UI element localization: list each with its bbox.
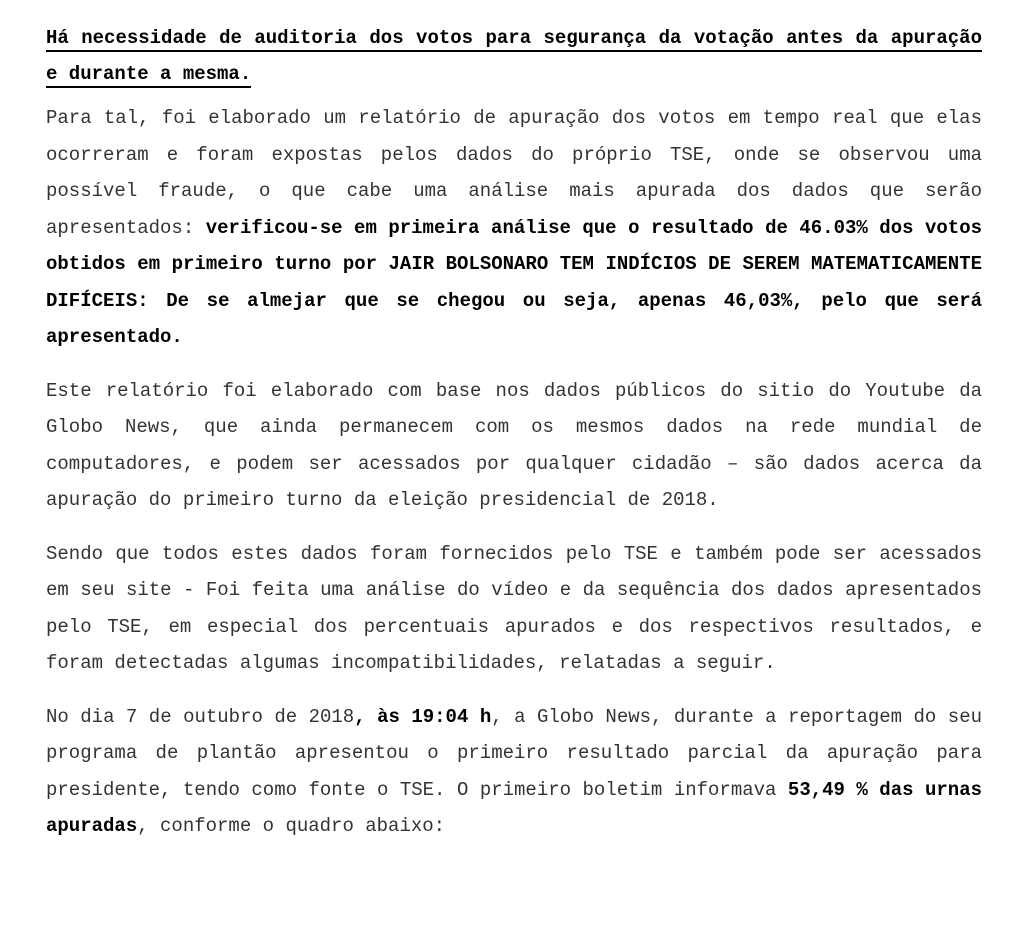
paragraph-2: Este relatório foi elaborado com base nos dados públicos do sitio do Youtube da Globo News, que ainda permanecem com os mesmos dados na rede mundial de computadores, e podem ser acessados por qualquer cidadão – são dados acerca da apuração do primeiro turno da eleição presidencial de 2018. [46,379,982,511]
paragraph-1-bold: verificou-se em primeira análise que o resultado de 46.03% dos votos obtidos em primeiro turno por JAIR BOLSONARO TEM INDÍCIOS DE SEREM MATEMATICAMENTE DIFÍCEIS: De se almejar que se chegou ou seja, apenas 46,03%, pelo que será apresentado. [46,216,982,348]
paragraph-4-text-2: , a Globo News, durante a reportagem do seu programa de plantão apresentou o primeiro resultado parcial da apuração para presidente, tendo como fonte o TSE. O primeiro boletim informava [46,705,982,801]
paragraph-1-text: Para tal, foi elaborado um relatório de apuração dos votos em tempo real que elas ocorreram e foram expostas pelos dados do próprio TSE, onde se observou uma possível fraude, o que cabe uma análise mais apurada dos dados que serão apresentados: [46,107,982,239]
paragraph-1 [46,100,982,356]
paragraph-4-percentage: 53,49 % das urnas apuradas [46,778,982,837]
paragraph-4-text-1: No dia 7 de outubro de 2018 [46,705,355,728]
paragraph-4 [46,699,982,845]
paragraph-4-text-3: , conforme o quadro abaixo: [137,815,446,837]
document-heading [46,20,982,92]
paragraph-3: Sendo que todos estes dados foram fornecidos pelo TSE e também pode ser acessados em seu site - Foi feita uma análise do vídeo e da sequência dos dados apresentados pelo TSE, em especial dos percentuais apurados e dos respectivos resultados, e foram detectadas algumas incompatibilidades, relatadas a seguir. [46,542,982,674]
paragraph-4-time: , às 19:04 h [354,705,492,728]
heading-text: Há necessidade de auditoria dos votos para segurança da votação antes da apuração e durante a mesma. [46,27,982,88]
